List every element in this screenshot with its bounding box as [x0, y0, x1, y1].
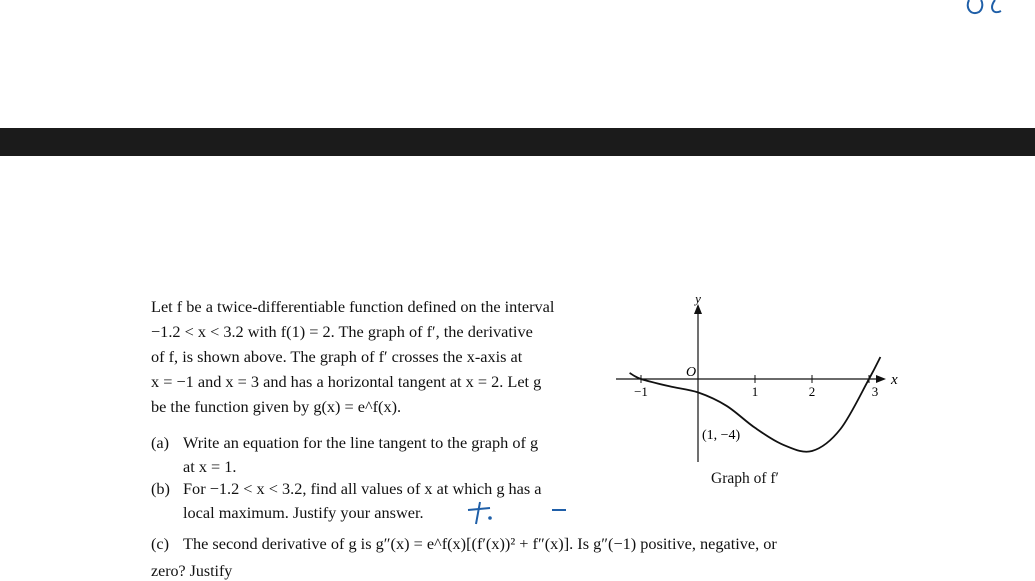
x-axis-arrow-icon: [876, 375, 886, 383]
cut-off-text: zero? Justify: [151, 563, 233, 580]
part-text: The second derivative of g is g″(x) = e^f(x)[(f′(x))² + f″(x)]. Is g″(−1) positive, negative, or: [183, 534, 777, 553]
x-tick-label: 2: [808, 384, 816, 399]
origin-label: O: [686, 365, 697, 380]
x-tick-label: 3: [871, 384, 879, 399]
x-tick-label: −1: [634, 384, 648, 399]
intro-line: be the function given by g(x) = e^f(x).: [151, 397, 402, 416]
question-part-a: [151, 431, 611, 479]
graph-caption: Graph of f′: [711, 470, 779, 487]
handwriting-scribble-icon: [955, 0, 1035, 20]
part-label: (b): [151, 479, 170, 498]
derivative-curve: [630, 357, 881, 452]
question-part-c: [151, 532, 1031, 556]
part-text: For −1.2 < x < 3.2, find all values of x at which g has a: [183, 479, 542, 498]
part-text: at x = 1.: [183, 457, 237, 476]
scanner-black-bar: [0, 128, 1035, 156]
derivative-graph: [612, 292, 912, 467]
part-label: (c): [151, 534, 170, 553]
intro-line: −1.2 < x < 3.2 with f(1) = 2. The graph of f′, the derivative: [151, 322, 533, 341]
intro-line: of f, is shown above. The graph of f′ crosses the x-axis at: [151, 347, 523, 366]
point-label: (1, −4): [702, 428, 741, 443]
intro-line: x = −1 and x = 3 and has a horizontal tangent at x = 2. Let g: [151, 372, 542, 391]
page-top-margin: [0, 0, 1035, 128]
part-text: Write an equation for the line tangent to the graph of g: [183, 433, 539, 452]
x-axis-label: x: [891, 372, 898, 388]
part-text: local maximum. Justify your answer.: [183, 503, 424, 522]
problem-intro: [151, 294, 611, 419]
intro-line: Let f be a twice-differentiable function defined on the interval: [151, 297, 555, 316]
part-label: (a): [151, 433, 170, 452]
y-axis-label: y: [695, 291, 701, 306]
handwritten-annotation-icon: [462, 496, 592, 526]
x-tick-label: 1: [751, 384, 759, 399]
